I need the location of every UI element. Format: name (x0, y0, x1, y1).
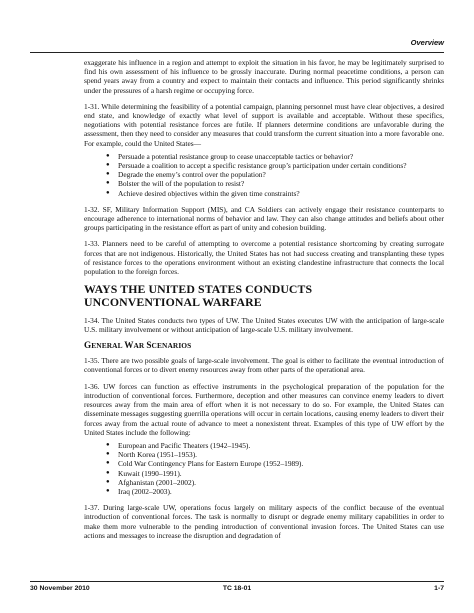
section-heading-line-2: UNCONVENTIONAL WARFARE (84, 295, 262, 310)
running-footer (30, 581, 444, 594)
paragraph-1-31: 1-31. While determining the feasibility of a potential campaign, planning personnel must have clear objectives, a desired end state, and knowledge of exactly what level of support is available and acceptable. Without these specifics, negotiations with potential resistance forces are futile. If planners determine conditions are unfavorable during the assessment, then they need to consider any measures that could transform the current situation into a more favorable one. For example, could the United States— (84, 101, 444, 148)
list-item: ● Persuade a coalition to accept a specific resistance group’s participation under certain conditions? (118, 161, 444, 170)
list-item: ● North Korea (1951–1953). (118, 450, 444, 459)
list-item: ● Afghanistan (2001–2002). (118, 478, 444, 487)
bullet-list-1-31 (84, 152, 444, 198)
paragraph-1-32: 1-32. SF, Military Information Support (MIS), and CA Soldiers can actively engage their resistance counterparts to encourage adherence to international norms of behavior and law. They can also change attitudes and beliefs about other groups participating in the resistance effort as part of unity and cohesion building. (84, 204, 444, 233)
list-item: ● Iraq (2002–2003). (118, 487, 444, 496)
footer-page-number: 1-7 (434, 585, 444, 592)
list-item: ● Bolster the will of the population to resist? (118, 179, 444, 188)
list-item: ● Achieve desired objectives within the given time constraints? (118, 189, 444, 198)
paragraph-continued: exaggerate his influence in a region and attempt to exploit the situation in his favor, he may be legitimately surprised to find his own assessment of his influence to be grossly inaccurate. During normal peacetime conditions, a person can spend years away from a country and expect to maintain their contacts and influence. This period significantly shrinks under the pressures of a harsh regime or occupying force. (84, 58, 444, 95)
list-item: ● Persuade a potential resistance group to cease unacceptable tactics or behavior? (118, 152, 444, 161)
list-item: ● Kuwait (1990–1991). (118, 469, 444, 478)
footer-date: 30 November 2010 (30, 585, 90, 592)
footer-document-number: TC 18-01 (222, 585, 252, 592)
bullet-list-1-36 (84, 441, 444, 496)
paragraph-1-35: 1-35. There are two possible goals of large-scale involvement. The goal is either to facilitate the eventual introduction of conventional forces or to divert enemy resources away from other parts of the operational area. (84, 356, 444, 375)
paragraph-1-33: 1-33. Planners need to be careful of attempting to overcome a potential resistance shortcoming by creating surrogate forces that are not indigenous. Historically, the United States has not had success creating and transplanting these types of resistance forces to the operations environment without an existing clandestine infrastructure that connects the local population to the foreign forces. (84, 239, 444, 277)
running-header (30, 38, 444, 53)
section-heading-line-1: WAYS THE UNITED STATES CONDUCTS (84, 282, 313, 297)
paragraph-1-36: 1-36. UW forces can function as effective instruments in the psychological preparation of the population for the introduction of conventional forces. Furthermore, deception and other measures can convince enemy leaders to divert resources away from the main area of effort when it is not necessary to do so. For example, the United States can disseminate messages suggesting guerrilla operations will occur in certain locations, causing enemy leaders to divert their forces away from the actual route of advance to meet a nonexistent threat. Examples of this type of UW effort by the United States include the following: (84, 381, 444, 437)
header-title: Overview (410, 38, 444, 47)
page-body (84, 58, 444, 547)
section-heading (84, 283, 444, 309)
subsection-heading: GENERAL WAR SCENARIOS (84, 340, 192, 351)
paragraph-1-34: 1-34. The United States conducts two types of UW. The United States executes UW with the anticipation of large-scale U.S. military involvement or without anticipation of large-scale U.S. military involvement. (84, 315, 444, 334)
paragraph-1-37: 1-37. During large-scale UW, operations focus largely on military aspects of the conflict because of the eventual introduction of conventional forces. The task is normally to disrupt or degrade enemy military capabilities in order to make them more vulnerable to the pending introduction of conventional invasion forces. The United States can use actions and messages to increase the disruption and degradation of (84, 503, 444, 540)
list-item: ● European and Pacific Theaters (1942–1945). (118, 441, 444, 450)
list-item: ● Cold War Contingency Plans for Eastern Europe (1952–1989). (118, 459, 444, 468)
list-item: ● Degrade the enemy’s control over the population? (118, 170, 444, 179)
